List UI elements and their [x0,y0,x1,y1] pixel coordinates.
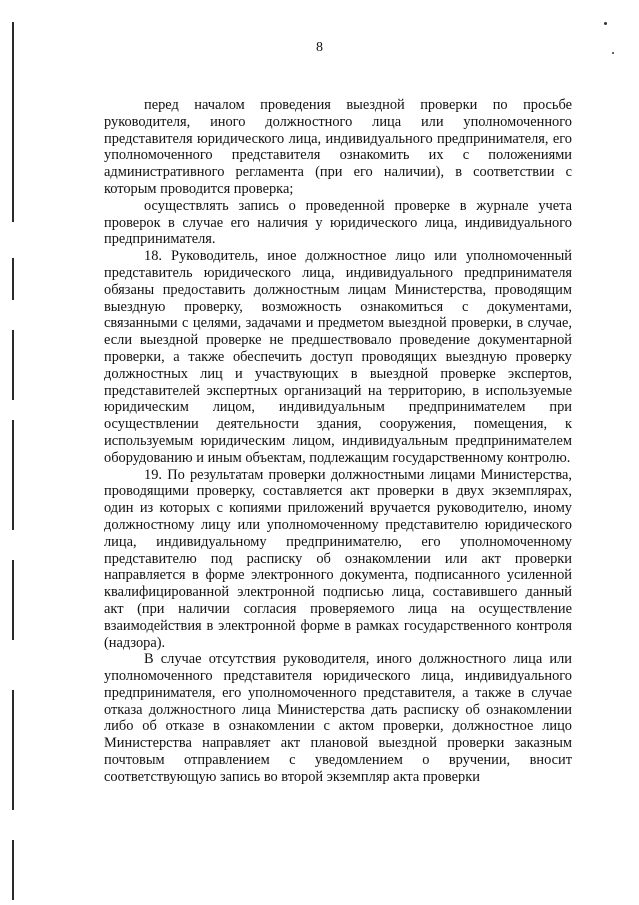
scan-edge-line [12,560,14,640]
document-body [104,97,572,786]
paragraph: 18. Руководитель, иное должностное лицо или уполномоченный представитель юридического лица, индивидуального предпринимателя обязаны предоставить должностным лицам Министерства, проводящим выездную проверку, возможность ознакомиться с документами, связанными с целями, задачами и предметом выездной проверки, в случае, если выездной проверке не предшествовало проведение документарной проверки, а также обеспечить доступ проводящих выездную проверку должностных лиц и участвующих в выездной проверке экспертов, представителей экспертных организаций на территорию, в используемые юридическим лицом, индивидуальным предпринимателем при осуществлении деятельности здания, сооружения, помещения, к используемым юридическим лицом, индивидуальным предпринимателем оборудованию и иным объектам, подлежащим государственному контролю. [104,248,572,466]
scan-edge-line [12,330,14,400]
scan-edge-line [12,258,14,300]
paragraph: В случае отсутствия руководителя, иного должностного лица или уполномоченного представителя юридического лица, индивидуального предпринимателя, его уполномоченного представителя, а также в случае отказа должностного лица Министерства дать расписку об ознакомлении либо об отказе в ознакомлении с актом проверки, должностное лицо Министерства направляет акт плановой выездной проверки заказным почтовым отправлением с уведомлением о вручении, вносит соответствующую запись во второй экземпляр акта проверки [104,651,572,785]
page-number: 8 [316,40,323,55]
scan-edge-line [12,690,14,810]
scan-edge-line [12,840,14,900]
paragraph: 19. По результатам проверки должностными лицами Министерства, проводящими проверку, составляется акт проверки в двух экземплярах, один из которых с копиями приложений вручается руководителю, иному должностному лицу или уполномоченному представителю юридического лица, индивидуальному предпринимателю, его уполномоченному представителю под расписку об ознакомлении или акт проверки направляется в форме электронного документа, подписанного усиленной квалифицированной электронной подписью лица, составившего данный акт (при наличии согласия проверяемого лица на осуществление взаимодействия в электронной форме в рамках государственного контроля (надзора). [104,466,572,651]
scan-edge-line [12,420,14,530]
paragraph: перед началом проведения выездной проверки по просьбе руководителя, иного должностного лица или уполномоченного представителя юридического лица, индивидуального предпринимателя, его уполномоченного представителя ознакомить их с положениями административного регламента (при его наличии), в соответствии с которым проводится проверка; [104,97,572,197]
scan-speck [604,22,607,25]
paragraph: осуществлять запись о проведенной проверке в журнале учета проверок в случае его наличия у юридического лица, индивидуального предпринимателя. [104,197,572,248]
